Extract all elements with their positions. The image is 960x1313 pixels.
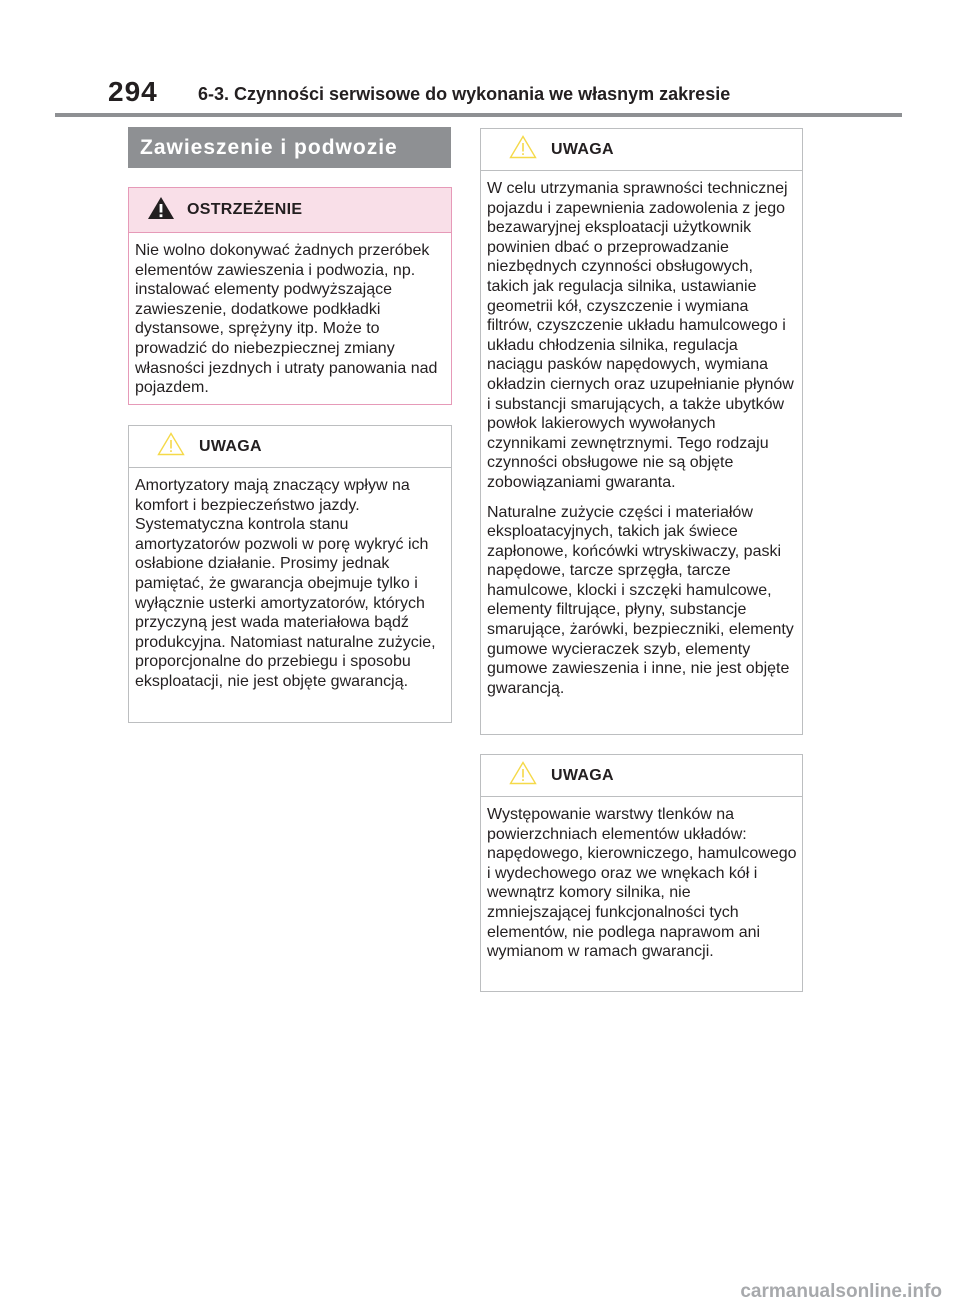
caution-triangle-outline-icon bbox=[157, 432, 185, 461]
header-rule bbox=[55, 113, 902, 117]
section-title: Zawieszenie i podwozie bbox=[128, 127, 451, 168]
notice-header bbox=[129, 426, 451, 468]
notice-paragraph-1: W celu utrzymania sprawności technicznej pojazdu i zapewnienia zadowolenia z jego bezawaryjnej eksploatacji użytkownik powinien dbać o przeprowadzanie niezbędnych czynności obsługowych, takich jak regulacja silnika, ustawianie geometrii kół, czyszczenie i wymiana filtrów, czyszczenie układu hamulcowego i układu chłodzenia silnika, regulacja naciągu pasków napędowych, wymiana okładzin ciernych oraz uzupełnianie płynów i substancji smarujących, a także ubytków powłok lakierowych wywołanych czynnikami zewnętrznymi. Tego rodzaju czynności obsługowe nie są objęte zobowiązaniami gwaranta. bbox=[487, 180, 794, 491]
notice-box-shock-absorbers bbox=[128, 425, 452, 723]
chapter-title: 6-3. Czynności serwisowe do wykonania we własnym zakresie bbox=[198, 84, 731, 104]
notice-label: UWAGA bbox=[199, 437, 262, 455]
warning-text-container bbox=[129, 233, 451, 398]
warning-box bbox=[128, 187, 452, 405]
notice-text-container bbox=[481, 797, 802, 962]
notice-header bbox=[481, 755, 802, 797]
notice-paragraph-2: Naturalne zużycie części i materiałów eksploatacyjnych, takich jak świece zapłonowe, końcówki wtryskiwaczy, paski napędowe, tarcze sprzęgła, tarcze hamulcowe, klocki i szczęki hamulcowe, elementy filtrujące, płyny, substancje smarujące, żarówki, bezpieczniki, elementy gumowe wycieraczek szyb, elementy gumowe zawieszenia i inne, nie jest objęte gwarancją. bbox=[487, 503, 794, 697]
notice-header bbox=[481, 129, 802, 171]
notice-box-oxide-layer bbox=[480, 754, 803, 992]
notice-text-container bbox=[129, 468, 451, 692]
notice-text: Występowanie warstwy tlenków na powierzchniach elementów układów: napędowego, kierowniczego, hamulcowego i wydechowego oraz we wnękach kół i wewnątrz komory silnika, nie zmniejszającej funkcjonalności tych elementów, nie podlega naprawom ani wymianom w ramach gwarancji. bbox=[487, 806, 797, 961]
warning-label: OSTRZEŻENIE bbox=[187, 201, 303, 218]
notice-label: UWAGA bbox=[551, 140, 614, 158]
notice-box-maintenance bbox=[480, 128, 803, 735]
caution-triangle-outline-icon bbox=[509, 135, 537, 164]
notice-label: UWAGA bbox=[551, 766, 614, 784]
watermark: carmanualsonline.info bbox=[740, 1281, 942, 1302]
warning-header bbox=[129, 188, 451, 233]
caution-triangle-outline-icon bbox=[509, 761, 537, 790]
warning-text: Nie wolno dokonywać żadnych przeróbek elementów zawieszenia i podwozia, np. instalować elementy podwyższające zawieszenie, dodatkowe podkładki dystansowe, sprężyny itp. Może to prowadzić do niebezpiecznej zmiany własności jezdnych i utraty panowania nad pojazdem. bbox=[135, 242, 438, 397]
notice-text: Amortyzatory mają znaczący wpływ na komfort i bezpieczeństwo jazdy. Systematyczna kontrola stanu amortyzatorów pozwoli w porę wykryć ich osłabione działanie. Prosimy jednak pamiętać, że gwarancja obejmuje tylko i wyłącznie usterki amortyzatorów, których przyczyną jest wada materiałowa bądź produkcyjna. Natomiast naturalne zużycie, proporcjonalne do przebiegu i sposobu eksploatacji, nie jest objęte gwarancją. bbox=[135, 477, 436, 690]
warning-triangle-filled-icon bbox=[147, 196, 175, 225]
notice-text-container bbox=[481, 171, 802, 698]
page-number: 294 bbox=[108, 76, 158, 107]
